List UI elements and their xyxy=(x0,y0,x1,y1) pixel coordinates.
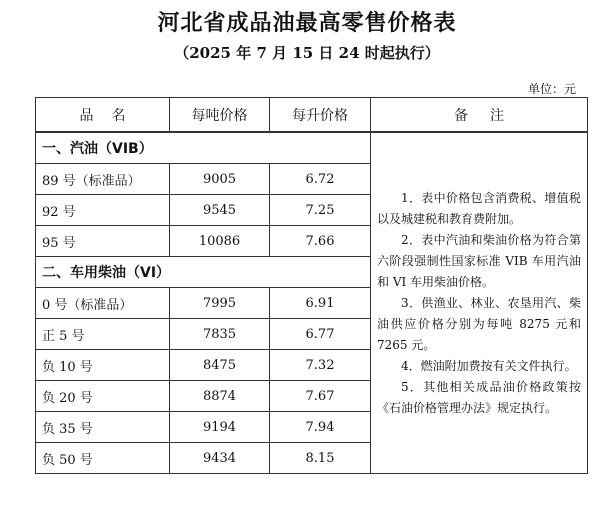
price-per-ton: 7835 xyxy=(170,319,270,350)
section-row-gasoline xyxy=(36,132,588,164)
price-per-ton: 9545 xyxy=(170,195,270,226)
product-name: 92 号 xyxy=(36,195,170,226)
price-per-liter: 7.94 xyxy=(270,412,371,443)
document-title: 河北省成品油最高零售价格表 xyxy=(157,10,457,36)
note-1: 1．表中价格包含消费税、增值税以及城建税和教育费附加。 xyxy=(377,190,581,226)
header-per-ton: 每吨价格 xyxy=(170,98,270,133)
price-per-liter: 7.32 xyxy=(270,350,371,381)
product-name: 负 35 号 xyxy=(36,412,170,443)
price-per-liter: 6.72 xyxy=(270,164,371,195)
header-per-liter: 每升价格 xyxy=(270,98,371,133)
price-per-ton: 9434 xyxy=(170,443,270,474)
product-name: 负 10 号 xyxy=(36,350,170,381)
unit-label: 单位：元 xyxy=(527,82,576,96)
header-notes: 备注 xyxy=(371,98,588,133)
price-per-liter: 6.77 xyxy=(270,319,371,350)
price-per-ton: 9194 xyxy=(170,412,270,443)
table-header-row xyxy=(36,98,588,133)
price-per-ton: 8475 xyxy=(170,350,270,381)
product-name: 0 号（标准品） xyxy=(36,288,170,319)
price-per-liter: 6.91 xyxy=(270,288,371,319)
note-2: 2．表中汽油和柴油价格为符合第六阶段强制性国家标准 VIB 车用汽油和 VI 车用柴油价格。 xyxy=(377,232,581,289)
price-per-liter: 8.15 xyxy=(270,443,371,474)
price-per-liter: 7.25 xyxy=(270,195,371,226)
product-name: 89 号（标准品） xyxy=(36,164,170,195)
header-name: 品名 xyxy=(36,98,170,133)
price-per-ton: 10086 xyxy=(170,226,270,257)
note-4: 4．燃油附加费按有关文件执行。 xyxy=(401,358,577,373)
price-per-ton: 9005 xyxy=(170,164,270,195)
note-5: 5．其他相关成品油价格政策按《石油价格管理办法》规定执行。 xyxy=(377,379,581,415)
price-per-liter: 7.67 xyxy=(270,381,371,412)
section-diesel: 二、车用柴油（VI） xyxy=(36,257,371,288)
section-gasoline: 一、汽油（VIB） xyxy=(36,132,371,164)
price-per-ton: 8874 xyxy=(170,381,270,412)
product-name: 正 5 号 xyxy=(36,319,170,350)
product-name: 负 50 号 xyxy=(36,443,170,474)
note-3: 3．供渔业、林业、农垦用汽、柴油供应价格分别为每吨 8275 元和 7265 元。 xyxy=(377,295,581,352)
notes-cell xyxy=(371,132,588,474)
effective-date-subtitle: （2025 年 7 月 15 日 24 时起执行） xyxy=(174,44,440,62)
price-table xyxy=(35,97,588,474)
product-name: 95 号 xyxy=(36,226,170,257)
product-name: 负 20 号 xyxy=(36,381,170,412)
price-per-ton: 7995 xyxy=(170,288,270,319)
price-per-liter: 7.66 xyxy=(270,226,371,257)
